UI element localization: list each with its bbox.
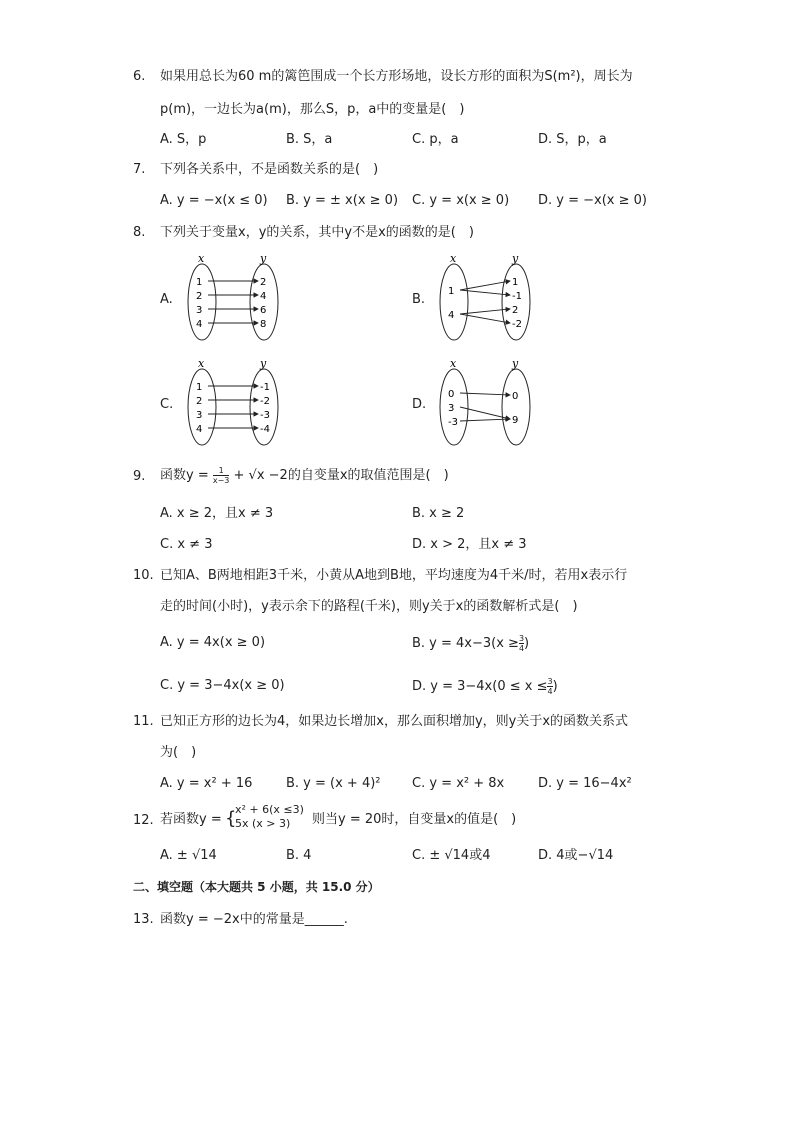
q8-option-c-label: C. — [160, 397, 174, 412]
q7-stem: 下列各关系中，不是函数关系的是( ) — [160, 162, 379, 177]
range-value: 2 — [260, 277, 267, 288]
q9-option-c: C. x ≠ 3 — [160, 537, 213, 552]
range-value: -1 — [260, 382, 270, 393]
q12-case2: 5x (x > 3) — [235, 817, 291, 830]
q9-frac-den: x−3 — [212, 476, 230, 485]
q11-stem-line1: 已知正方形的边长为4，如果边长增加x，那么面积增加y，则y关于x的函数关系式 — [160, 714, 629, 729]
mapping-diagram-a — [180, 252, 290, 344]
q10-b-frac-num: 3 — [518, 634, 525, 643]
q11-option-b: B. y = (x + 4)² — [286, 776, 381, 791]
q8-option-b-label: B. — [412, 292, 426, 307]
domain-value: 4 — [196, 319, 203, 330]
range-ellipse — [502, 369, 530, 445]
q7-option-a: A. y = −x(x ≤ 0) — [160, 193, 268, 208]
mapping-diagram-d — [432, 357, 542, 449]
range-value: 9 — [512, 415, 519, 426]
q6-option-d: D. S，p，a — [538, 132, 607, 147]
q10-option-a: A. y = 4x(x ≥ 0) — [160, 635, 266, 650]
range-label: y — [512, 252, 519, 265]
q10-d-frac-den: 4 — [547, 687, 553, 696]
q11-number: 11. — [133, 714, 154, 729]
domain-value: 3 — [196, 410, 203, 421]
range-value: 0 — [512, 391, 519, 402]
q10-number: 10. — [133, 568, 154, 583]
q10-stem-line2: 走的时间(小时)，y表示余下的路程(千米)，则y关于x的函数解析式是( ) — [160, 599, 578, 614]
mapping-diagram-b — [432, 252, 542, 344]
domain-value: 0 — [448, 389, 455, 400]
q11-option-a: A. y = x² + 16 — [160, 776, 253, 791]
range-value: 6 — [260, 305, 267, 316]
q10-b-close: ) — [524, 636, 530, 651]
q10-option-b — [412, 634, 529, 653]
q9-stem — [160, 466, 449, 485]
q13-stem: 函数y = −2x中的常量是______. — [160, 912, 348, 927]
q9-number: 9. — [133, 469, 146, 484]
range-value: -4 — [260, 424, 270, 435]
domain-value: 3 — [448, 403, 455, 414]
range-value: 4 — [260, 291, 267, 302]
q12-option-a: A. ± √14 — [160, 848, 217, 863]
q9-option-a: A. x ≥ 2，且x ≠ 3 — [160, 506, 274, 521]
q12-brace: { — [225, 808, 237, 829]
q7-option-b: B. y = ± x(x ≥ 0) — [286, 193, 399, 208]
domain-value: 1 — [196, 382, 203, 393]
q10-option-d — [412, 677, 558, 696]
q12-option-b: B. 4 — [286, 848, 312, 863]
section-heading-fill-in: 二、填空题（本大题共 5 小题，共 15.0 分） — [133, 880, 380, 894]
domain-value: 1 — [196, 277, 203, 288]
q9-frac-num: 1 — [218, 466, 224, 475]
q9-suffix: + √x −2的自变量x的取值范围是( ) — [233, 468, 449, 483]
q12-option-c: C. ± √14或4 — [412, 848, 491, 863]
q7-option-c: C. y = x(x ≥ 0) — [412, 193, 510, 208]
q6-option-b: B. S，a — [286, 132, 333, 147]
q11-option-c: C. y = x² + 8x — [412, 776, 505, 791]
q9-prefix: 函数y = — [160, 468, 209, 483]
q11-stem-line2: 为( ) — [160, 745, 197, 760]
q10-option-b-text: B. y = 4x−3(x ≥ — [412, 636, 519, 651]
q7-option-d: D. y = −x(x ≥ 0) — [538, 193, 647, 208]
domain-value: 4 — [448, 310, 455, 321]
q8-option-d-label: D. — [412, 397, 427, 412]
domain-label: x — [450, 252, 457, 265]
q12-suffix: 则当y = 20时，自变量x的值是( ) — [312, 812, 517, 827]
range-value: -3 — [260, 410, 270, 421]
range-value: -2 — [260, 396, 270, 407]
domain-label: x — [198, 252, 205, 265]
domain-value: 1 — [448, 286, 455, 297]
mapping-diagram-c — [180, 357, 290, 449]
q9-option-b: B. x ≥ 2 — [412, 506, 465, 521]
q6-stem-line2: p(m)，一边长为a(m)，那么S，p，a中的变量是( ) — [160, 102, 465, 117]
q6-stem-line1: 如果用总长为60 m的篱笆围成一个长方形场地，设长方形的面积为S(m²)，周长为 — [160, 69, 633, 84]
range-label: y — [512, 357, 519, 370]
range-value: -1 — [512, 291, 522, 302]
domain-value: 3 — [196, 305, 203, 316]
range-value: 2 — [512, 305, 519, 316]
range-value: 8 — [260, 319, 267, 330]
domain-label: x — [198, 357, 205, 370]
q8-option-a-label: A. — [160, 292, 173, 307]
q13-number: 13. — [133, 912, 154, 927]
domain-ellipse — [440, 264, 468, 340]
q9-fraction — [213, 466, 230, 485]
q7-number: 7. — [133, 162, 146, 177]
q8-number: 8. — [133, 225, 146, 240]
range-value: 1 — [512, 277, 519, 288]
q6-option-c: C. p，a — [412, 132, 459, 147]
range-value: -2 — [512, 319, 522, 330]
domain-value: 2 — [196, 291, 203, 302]
q10-option-c: C. y = 3−4x(x ≥ 0) — [160, 678, 285, 693]
q12-number: 12. — [133, 813, 154, 828]
range-label: y — [260, 252, 267, 265]
q10-stem-line1: 已知A、B两地相距3千米，小黄从A地到B地，平均速度为4千米/时，若用x表示行 — [160, 568, 628, 583]
q6-option-a: A. S，p — [160, 132, 207, 147]
range-label: y — [260, 357, 267, 370]
q12-option-d: D. 4或−√14 — [538, 848, 614, 863]
q10-d-close: ) — [552, 679, 558, 694]
domain-value: -3 — [448, 417, 458, 428]
domain-value: 4 — [196, 424, 203, 435]
q10-b-frac-den: 4 — [518, 644, 525, 653]
q10-d-frac-num: 3 — [547, 677, 553, 686]
q12-case1: x² + 6(x ≤3) — [235, 803, 304, 816]
domain-label: x — [450, 357, 457, 370]
domain-value: 2 — [196, 396, 203, 407]
q8-stem: 下列关于变量x，y的关系，其中y不是x的函数的是( ) — [160, 225, 474, 240]
q9-option-d: D. x > 2，且x ≠ 3 — [412, 537, 527, 552]
q10-option-d-text: D. y = 3−4x(0 ≤ x ≤ — [412, 679, 548, 694]
q6-number: 6. — [133, 69, 146, 84]
q12-prefix: 若函数y = — [160, 812, 222, 827]
q11-option-d: D. y = 16−4x² — [538, 776, 632, 791]
